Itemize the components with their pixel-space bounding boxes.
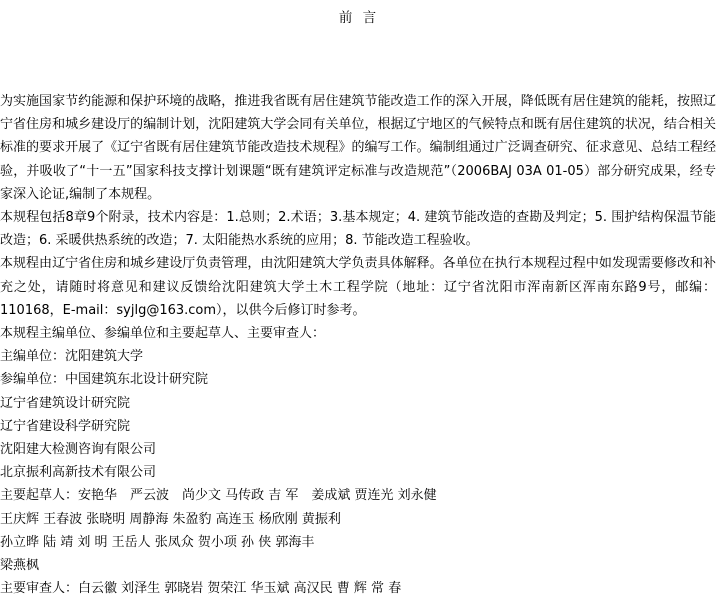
drafters-line: 孙立晔 陆 靖 刘 明 王岳人 张凤众 贺小项 孙 侠 郭海丰 xyxy=(0,534,315,550)
participating-unit: 辽宁省建筑设计研究院 xyxy=(0,395,131,411)
drafters-line: 主要起草人：安艳华 严云波 尚少文 马传政 吉 军 姜成斌 贾连光 刘永健 xyxy=(0,488,437,504)
reviewers-line: 主要审查人：白云徽 刘泽生 郭晓岩 贺荣江 华玉斌 高汉民 曹 辉 常 春 xyxy=(0,581,402,597)
drafters-line: 梁燕枫 xyxy=(0,558,40,574)
page-title: 前 言 xyxy=(338,10,380,26)
participating-unit: 辽宁省建设科学研究院 xyxy=(0,418,131,434)
participating-unit: 参编单位：中国建筑东北设计研究院 xyxy=(0,372,209,388)
drafters-line: 王庆辉 王春波 张晓明 周静海 朱盈豹 高连玉 杨欣刚 黄振利 xyxy=(0,511,341,527)
contents-paragraph: 本规程包括8章9个附录，技术内容是：1.总则；2.术语；3.基本规定；4. 建筑节能改造的查勘及判定；5. 围护结构保温节能改造；6. 采暖供热系统的改造；7. 太阳能热水系统的应用；8. 节能改造工程验收。 xyxy=(0,210,716,249)
participating-unit: 北京振利高新技术有限公司 xyxy=(0,465,157,481)
chief-editor-unit: 主编单位：沈阳建筑大学 xyxy=(0,349,144,365)
intro-paragraph: 为实施国家节约能源和保护环境的战略，推进我省既有居住建筑节能改造工作的深入开展，降低既有居住建筑的能耗，按照辽宁省住房和城乡建设厅的编制计划，沈阳建筑大学会同有关单位，根据辽宁地区的气候特点和既有居住建筑的状况，结合相关标准的要求开展了《辽宁省既有居住建筑节能改造技术规程》的编写工作。编制组通过广泛调查研究、征求意见、总结工程经验，并吸收了“十一五”国家科技支撑计划课题“既有建筑评定标准与改造规范”（2006BAJ 03A 01-05）部分研究成果，经专家深入论证,编制了本规程。 xyxy=(0,94,716,202)
contributors-heading: 本规程主编单位、参编单位和主要起草人、主要审查人： xyxy=(0,326,326,342)
participating-unit: 沈阳建大检测咨询有限公司 xyxy=(0,442,157,458)
document-body xyxy=(0,90,716,600)
management-paragraph: 本规程由辽宁省住房和城乡建设厅负责管理，由沈阳建筑大学负责具体解释。各单位在执行本规程过程中如发现需要修改和补充之处，请随时将意见和建议反馈给沈阳建筑大学土木工程学院（地址：辽宁省沈阳市浑南新区浑南东路9号，邮编：110168，E-mail：syjlg@163.com），以供今后修订时参考。 xyxy=(0,256,716,318)
